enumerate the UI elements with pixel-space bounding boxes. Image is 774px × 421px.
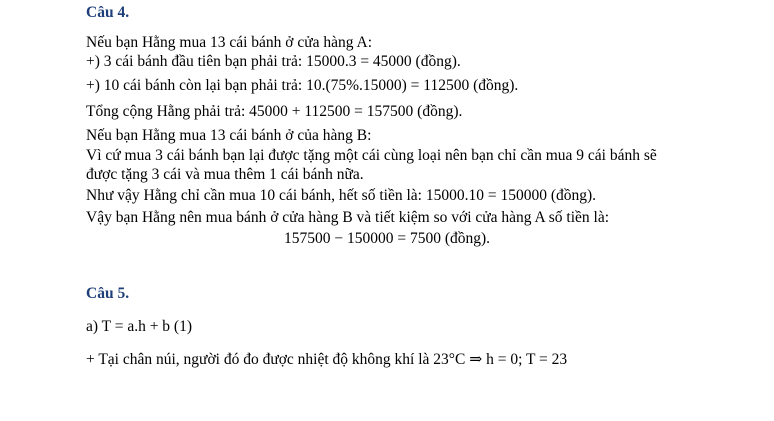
question-4-title: Câu 4.: [86, 4, 130, 21]
q4-line-7: được tặng 3 cái và mua thêm 1 cái bánh nữa.: [86, 166, 364, 183]
q4-line-6: Vì cứ mua 3 cái bánh bạn lại được tặng một cái cùng loại nên bạn chỉ cần mua 9 cái bánh sẽ: [86, 147, 657, 164]
q4-line-9: Vậy bạn Hằng nên mua bánh ở cửa hàng B và tiết kiệm so với cửa hàng A số tiền là:: [86, 209, 610, 226]
question-5-title: Câu 5.: [86, 285, 130, 302]
q4-line-2: +) 3 cái bánh đầu tiên bạn phải trả: 15000.3 = 45000 (đồng).: [86, 53, 461, 70]
q4-line-3: +) 10 cái bánh còn lại bạn phải trả: 10.(75%.15000) = 112500 (đồng).: [86, 77, 519, 94]
q5-formula: a) T = a.h + b (1): [86, 318, 193, 335]
q4-line-5: Nếu bạn Hằng mua 13 cái bánh ở của hàng B:: [86, 127, 372, 144]
q4-line-8: Như vậy Hằng chỉ cần mua 10 cái bánh, hết số tiền là: 15000.10 = 150000 (đồng).: [86, 187, 597, 204]
q5-line-2: + Tại chân núi, người đó đo được nhiệt độ không khí là 23°C ⇒ h = 0; T = 23: [86, 351, 568, 368]
q4-result-equation: 157500 − 150000 = 7500 (đồng).: [283, 230, 491, 247]
q4-line-1: Nếu bạn Hằng mua 13 cái bánh ở cửa hàng A:: [86, 34, 373, 51]
q4-line-4: Tổng cộng Hằng phải trả: 45000 + 112500 = 157500 (đồng).: [86, 103, 463, 120]
